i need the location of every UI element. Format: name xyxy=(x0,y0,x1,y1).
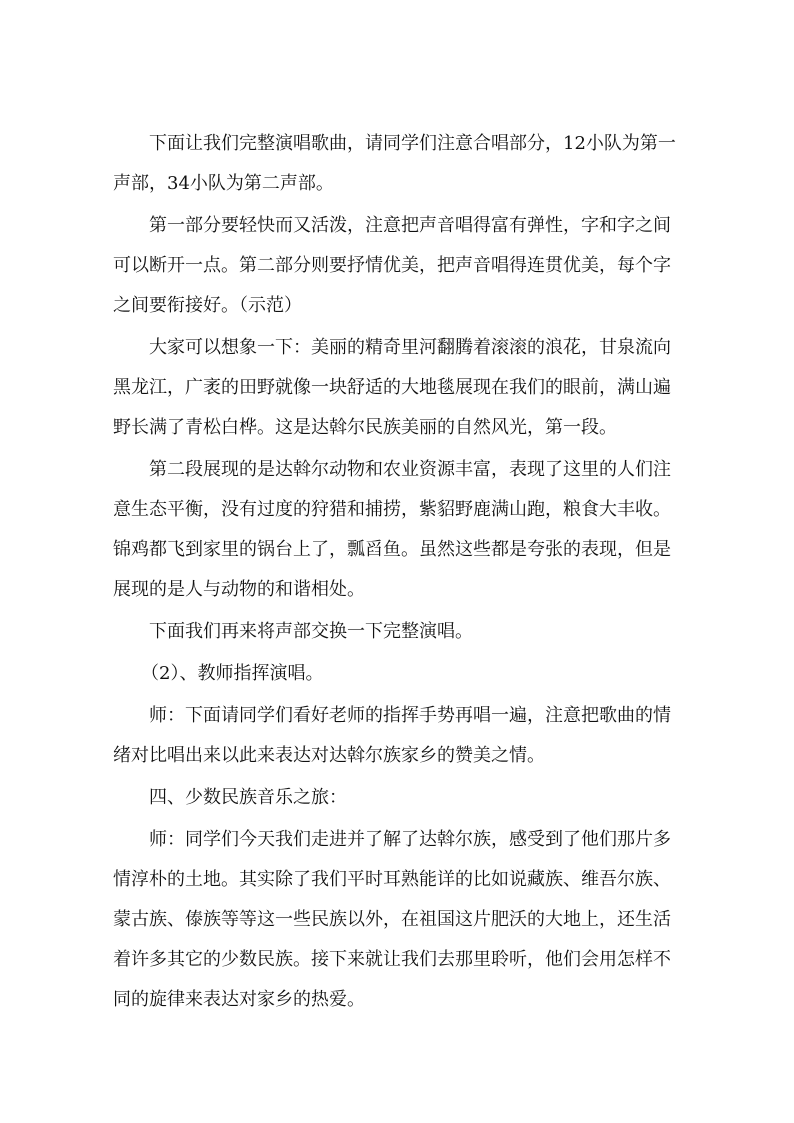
paragraph-imagine-scenery: 大家可以想象一下：美丽的精奇里河翻腾着滚滚的浪花，甘泉流向黑龙江，广袤的田野就像一块舒适的大地毯展现在我们的眼前，满山遍野长满了青松白桦。这是达斡尔民族美丽的自然风光，第一段。 xyxy=(113,337,671,438)
paragraph-teacher-instruction: 师：下面请同学们看好老师的指挥手势再唱一遍，注意把歌曲的情绪对比唱出来以此来表达对达斡尔族家乡的赞美之情。 xyxy=(113,705,671,766)
paragraph-teacher-conducting: （2）、教师指挥演唱。 xyxy=(141,663,324,684)
paragraph-swap-parts: 下面我们再来将声部交换一下完整演唱。 xyxy=(149,621,473,642)
paragraph-teacher-closing: 师：同学们今天我们走进并了解了达斡尔族，感受到了他们那片多情淳朴的土地。其实除了我们平时耳熟能详的比如说藏族、维吾尔族、蒙古族、傣族等等这一些民族以外，在祖国这片肥沃的大地上，还生活着许多其它的少数民族。接下来就让我们去那里聆听，他们会用怎样不同的旋律来表达对家乡的热爱。 xyxy=(113,829,671,1010)
paragraph-part-instructions: 第一部分要轻快而又活泼，注意把声音唱得富有弹性，字和字之间可以断开一点。第二部分则要抒情优美，把声音唱得连贯优美，每个字之间要衔接好。（示范） xyxy=(113,215,671,316)
section-heading-music-journey: 四、少数民族音乐之旅： xyxy=(149,787,347,808)
paragraph-singing-parts: 下面让我们完整演唱歌曲，请同学们注意合唱部分，12小队为第一声部，34小队为第二声部。 xyxy=(113,133,676,194)
document-body xyxy=(113,124,683,1022)
paragraph-second-section: 第二段展现的是达斡尔动物和农业资源丰富，表现了这里的人们注意生态平衡，没有过度的狩猎和捕捞，紫貂野鹿满山跑，粮食大丰收。锦鸡都飞到家里的锅台上了，瓢舀鱼。虽然这些都是夸张的表现，但是展现的是人与动物的和谐相处。 xyxy=(113,459,671,600)
